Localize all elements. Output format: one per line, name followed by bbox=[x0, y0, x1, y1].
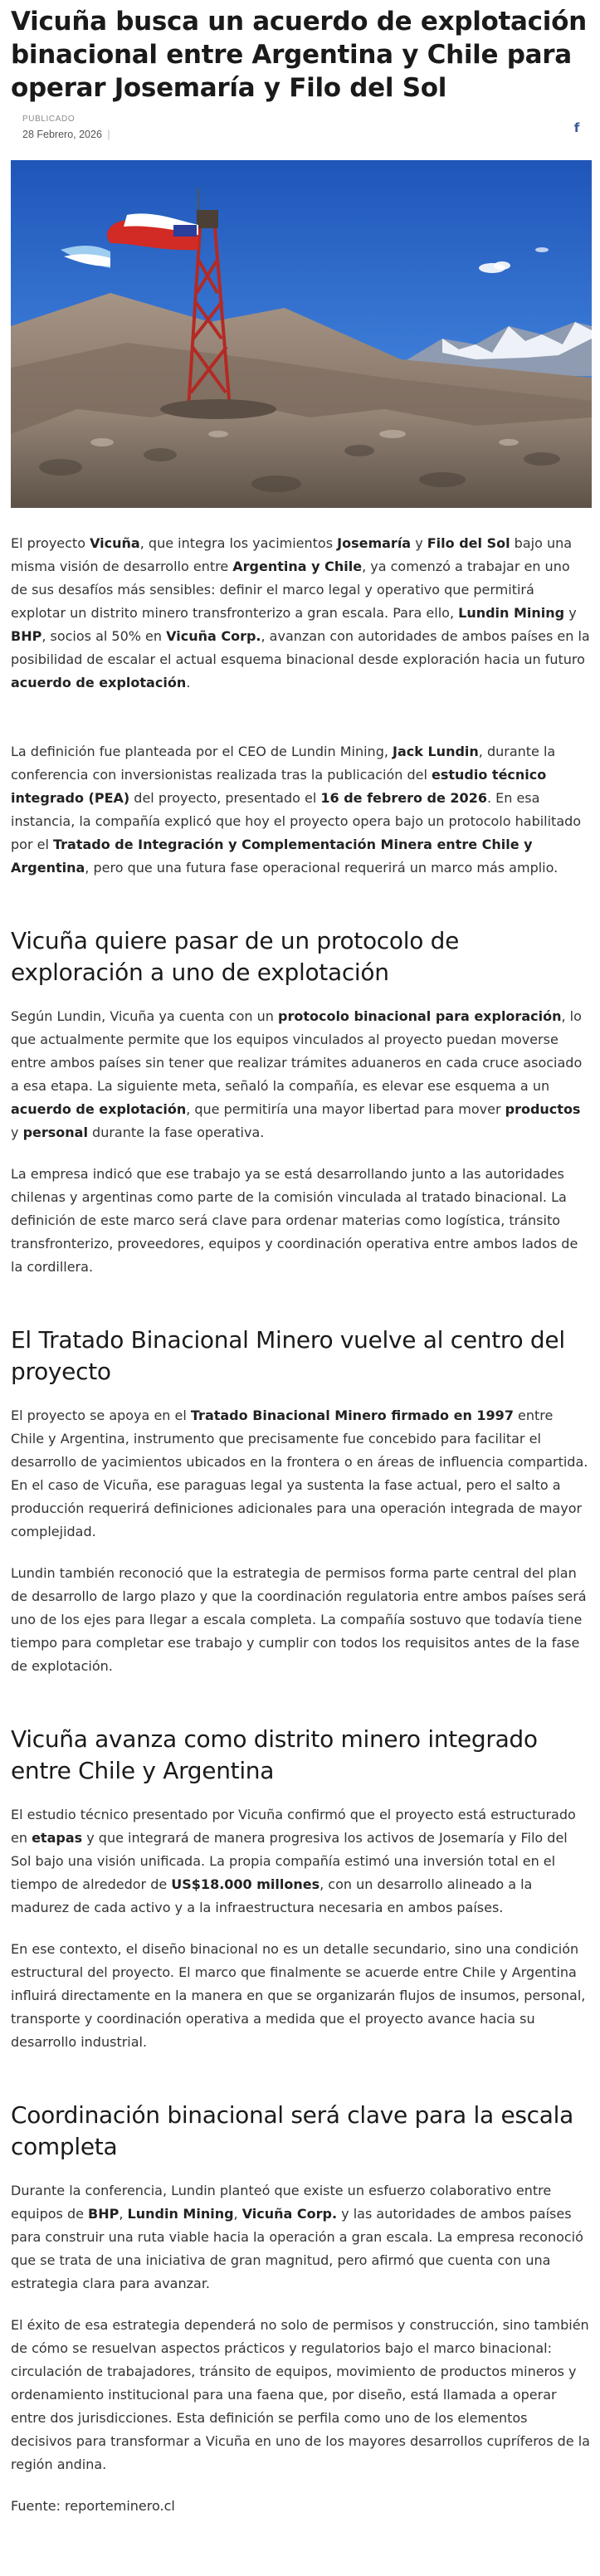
text-run: Lundin también reconoció que la estrategia de permisos forma parte central del plan de desarrollo de largo plazo y que la coordinación regulatoria entre ambos países será uno de los ejes para llegar a escala completa. La compañía sostuvo que todavía tiene tiempo para completar ese trabajo y cumplir con todos los requisitos antes de la fase de explotación. bbox=[11, 1565, 587, 1674]
paragraph-6 bbox=[11, 1562, 590, 1678]
text-run: El éxito de esa estrategia dependerá no solo de permisos y construcción, sino también de cómo se resuelvan aspectos prácticos y regulatorios bajo el marco binacional: circulación de trabajadores, tránsito de equipos, movimiento de productos mineros y ordenamiento institucional para una faena que, por diseño, está llamada a operar entre dos jurisdicciones. Esta definición se perfila como uno de los elementos decisivos para transformar a Vicuña en uno de los mayores desarrollos cupríferos de la región andina. bbox=[11, 2317, 590, 2472]
published-date: 28 Febrero, 2026 bbox=[22, 129, 102, 140]
text-run: del proyecto, presentado el bbox=[129, 790, 321, 806]
text-run: bajo una misma visión de desarrollo entre bbox=[11, 535, 573, 574]
text-run: durante la fase operativa. bbox=[87, 1125, 265, 1140]
bold-text: Lundin Mining bbox=[458, 605, 565, 621]
bold-text: personal bbox=[22, 1125, 88, 1140]
bold-text: Tratado Binacional Minero firmado en 1997 bbox=[190, 1408, 514, 1423]
text-run: Durante la conferencia, Lundin planteó que existe un esfuerzo colaborativo entre equipos de bbox=[11, 2183, 552, 2222]
bold-text: Tratado de Integración y Complementación Minera entre Chile y Argentina bbox=[11, 837, 533, 876]
text-run: , socios al 50% en bbox=[41, 628, 167, 644]
text-run: y que integrará de manera progresiva los activos de Josemaría y Filo del Sol bajo una visión unificada. La propia compañía estimó una inversión total en el tiempo de alrededor de bbox=[11, 1830, 568, 1892]
text-run: y bbox=[11, 1125, 23, 1140]
paragraph-5 bbox=[11, 1404, 590, 1544]
bold-text: etapas bbox=[32, 1830, 83, 1846]
paragraph-3 bbox=[11, 1005, 590, 1144]
published-date-row bbox=[22, 129, 110, 140]
bold-text: 16 de febrero de 2026 bbox=[320, 790, 487, 806]
facebook-glyph: f bbox=[573, 120, 580, 135]
bold-text: Josemaría bbox=[337, 535, 412, 551]
text-run: , que integra los yacimientos bbox=[139, 535, 338, 551]
bold-text: Jack Lundin bbox=[393, 744, 479, 759]
bold-text: acuerdo de explotación bbox=[11, 675, 187, 690]
date-separator: | bbox=[107, 129, 110, 140]
text-run: Según Lundin, Vicuña ya cuenta con un bbox=[11, 1008, 278, 1024]
bold-text: protocolo binacional para exploración bbox=[277, 1008, 562, 1024]
article-title: Vicuña busca un acuerdo de explotación binacional entre Argentina y Chile para operar Josemaría y Filo del Sol bbox=[11, 7, 587, 103]
text-run: , bbox=[233, 2206, 242, 2222]
bold-text: productos bbox=[505, 1101, 581, 1117]
paragraph-4 bbox=[11, 1163, 590, 1279]
bold-text: estudio técnico integrado (PEA) bbox=[11, 767, 547, 806]
text-run: La empresa indicó que ese trabajo ya se está desarrollando junto a las autoridades chilenas y argentinas como parte de la comisión vinculada al tratado binacional. La definición de este marco será clave para ordenar materias como logística, tránsito transfronterizo, proveedores, equipos y coordinación operativa entre ambos lados de la cordillera. bbox=[11, 1166, 578, 1275]
text-run: . bbox=[186, 675, 191, 690]
article-source: Fuente: reporteminero.cl bbox=[11, 2498, 175, 2514]
text-run: El estudio técnico presentado por Vicuña confirmó que el proyecto está estructurado en bbox=[11, 1807, 576, 1846]
text-run: , que permitiría una mayor libertad para mover bbox=[186, 1101, 505, 1117]
paragraph-9 bbox=[11, 2179, 590, 2295]
facebook-icon[interactable] bbox=[571, 121, 583, 134]
section-heading-3: Vicuña avanza como distrito minero integrado entre Chile y Argentina bbox=[11, 1725, 538, 1784]
text-run: , pero que una futura fase operacional requerirá un marco más amplio. bbox=[85, 860, 559, 876]
bold-text: BHP bbox=[88, 2206, 120, 2222]
hero-image bbox=[11, 160, 592, 508]
paragraph-1 bbox=[11, 532, 590, 695]
text-run: , durante la conferencia con inversionistas realizada tras la publicación del bbox=[11, 744, 556, 783]
published-label: PUBLICADO bbox=[22, 115, 76, 124]
section-heading-2: El Tratado Binacional Minero vuelve al centro del proyecto bbox=[11, 1326, 565, 1385]
paragraph-10 bbox=[11, 2314, 590, 2476]
bold-text: Filo del Sol bbox=[427, 535, 510, 551]
bold-text: Argentina y Chile bbox=[232, 559, 363, 574]
text-run: , lo que actualmente permite que los equipos vinculados al proyecto puedan moverse entre ambos países sin tener que realizar trámites aduaneros en cada cruce asociado a esa etapa. La siguiente meta, señaló la compañía, es elevar ese esquema a un bbox=[11, 1008, 583, 1094]
paragraph-2 bbox=[11, 740, 590, 880]
text-run: El proyecto se apoya en el bbox=[11, 1408, 191, 1423]
paragraph-8 bbox=[11, 1938, 590, 2054]
text-run: , ya comenzó a trabajar en uno de sus desafíos más sensibles: definir el marco legal y operativo que permitirá explotar un distrito minero transfronterizo a gran escala. Para ello, bbox=[11, 559, 570, 621]
bold-text: BHP bbox=[11, 628, 42, 644]
bold-text: Vicuña Corp. bbox=[166, 628, 261, 644]
text-run: , con un desarrollo alineado a la madurez de cada activo y a la infraestructura necesaria en ambos países. bbox=[11, 1876, 533, 1915]
paragraph-7 bbox=[11, 1803, 590, 1920]
text-run: entre Chile y Argentina, instrumento que precisamente fue concebido para facilitar el desarrollo de yacimientos ubicados en la frontera o en áreas de influencia compartida. En el caso de Vicuña, ese paraguas legal ya sustenta la fase actual, pero el salto a producción requerirá definiciones adicionales para una operación integrada de mayor complejidad. bbox=[11, 1408, 588, 1539]
bold-text: US$18.000 millones bbox=[171, 1876, 320, 1892]
text-run: En ese contexto, el diseño binacional no es un detalle secundario, sino una condición estructural del proyecto. El marco que finalmente se acuerde entre Chile y Argentina influirá directamente en la manera en que se organizarán flujos de insumos, personal, transporte y coordinación operativa a medida que el proyecto avance hacia su desarrollo industrial. bbox=[11, 1941, 586, 2050]
text-run: y bbox=[564, 605, 577, 621]
section-heading-4: Coordinación binacional será clave para la escala completa bbox=[11, 2101, 573, 2160]
text-run: . En esa instancia, la compañía explicó que hoy el proyecto opera bajo un protocolo habilitado por el bbox=[11, 790, 582, 852]
text-run: y las autoridades de ambos países para construir una ruta viable hacia la operación a gran escala. La empresa reconoció que se trata de una iniciativa de gran magnitud, pero afirmó que cuenta con una estrategia clara para avanzar. bbox=[11, 2206, 583, 2291]
text-run: y bbox=[411, 535, 427, 551]
section-heading-1: Vicuña quiere pasar de un protocolo de exploración a uno de explotación bbox=[11, 927, 460, 986]
article-body bbox=[11, 532, 590, 2518]
bold-text: Vicuña Corp. bbox=[241, 2206, 338, 2222]
text-run: El proyecto bbox=[11, 535, 90, 551]
bold-text: Lundin Mining bbox=[127, 2206, 234, 2222]
text-run: , avanzan con autoridades de ambos países en la posibilidad de escalar el actual esquema binacional desde exploración hacia un futuro bbox=[11, 628, 590, 667]
mountain-flag-photo bbox=[11, 160, 592, 508]
text-run: La definición fue planteada por el CEO de Lundin Mining, bbox=[11, 744, 393, 759]
text-run: , bbox=[119, 2206, 128, 2222]
bold-text: acuerdo de explotación bbox=[11, 1101, 187, 1117]
bold-text: Vicuña bbox=[90, 535, 140, 551]
